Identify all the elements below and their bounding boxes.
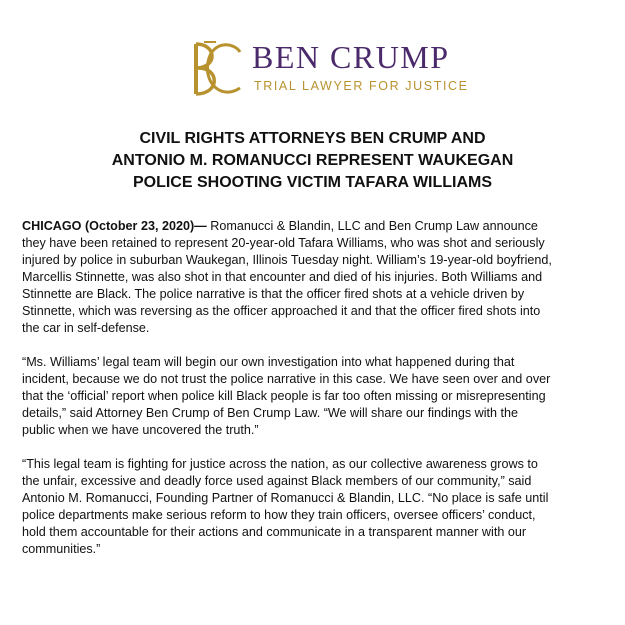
paragraph-line: Antonio M. Romanucci, Founding Partner of Romanucci & Blandin, LLC. “No place is safe until — [22, 491, 549, 505]
dateline: CHICAGO (October 23, 2020)— — [22, 219, 207, 233]
paragraph-line: that the ‘official’ report when police kill Black people is far too often missing or misrepresenting — [22, 389, 546, 403]
press-release-body — [22, 218, 612, 575]
paragraph-line: public when we have uncovered the truth.” — [22, 423, 259, 437]
bc-monogram-logo — [182, 38, 244, 100]
letterhead — [0, 38, 625, 100]
press-release-headline — [40, 128, 585, 194]
paragraph-line: injured by police in suburban Waukegan, Illinois Tuesday night. William’s 19-year-old boyfriend, — [22, 253, 552, 267]
paragraph-line: Marcellis Stinnette, was also shot in that encounter and died of his injuries. Both Williams and — [22, 270, 543, 284]
paragraph-line: “Ms. Williams’ legal team will begin our own investigation into what happened during that — [22, 355, 515, 369]
brand-tagline: TRIAL LAWYER FOR JUSTICE — [254, 79, 469, 93]
paragraph-line: incident, because we do not trust the police narrative in this case. We have seen over and over — [22, 372, 551, 386]
paragraph-line: the car in self-defense. — [22, 321, 150, 335]
headline-line: ANTONIO M. ROMANUCCI REPRESENT WAUKEGAN — [111, 152, 514, 169]
paragraph-line: hold them accountable for their actions and communicate in a transparent manner with our — [22, 525, 527, 539]
paragraph-romanucci-quote — [22, 456, 612, 558]
paragraph-announcement — [22, 218, 612, 337]
paragraph-line — [22, 218, 612, 235]
paragraph-line: Stinnette, which was reversing as the officer approached it and that the officer fired shots into — [22, 304, 541, 318]
paragraph-line: communities.” — [22, 542, 101, 556]
paragraph-line: Stinnette are Black. The police narrative is that the officer fired shots at a vehicle driven by — [22, 287, 525, 301]
paragraph-line: the unfair, excessive and deadly force used against Black members of our community,” said — [22, 474, 532, 488]
paragraph-line: “This legal team is fighting for justice across the nation, as our collective awareness grows to — [22, 457, 538, 471]
brand-name: BEN CRUMP — [252, 39, 450, 75]
paragraph-crump-quote — [22, 354, 612, 439]
paragraph-text: Romanucci & Blandin, LLC and Ben Crump Law announce — [206, 219, 538, 233]
paragraph-line: they have been retained to represent 20-year-old Tafara Williams, who was shot and seriously — [22, 236, 545, 250]
paragraph-line: police departments make serious reform to how they train officers, oversee officers’ conduct, — [22, 508, 536, 522]
paragraph-line: details,” said Attorney Ben Crump of Ben Crump Law. “We will share our findings with the — [22, 406, 519, 420]
headline-line: CIVIL RIGHTS ATTORNEYS BEN CRUMP AND — [139, 130, 486, 147]
headline-line: POLICE SHOOTING VICTIM TAFARA WILLIAMS — [132, 174, 493, 191]
